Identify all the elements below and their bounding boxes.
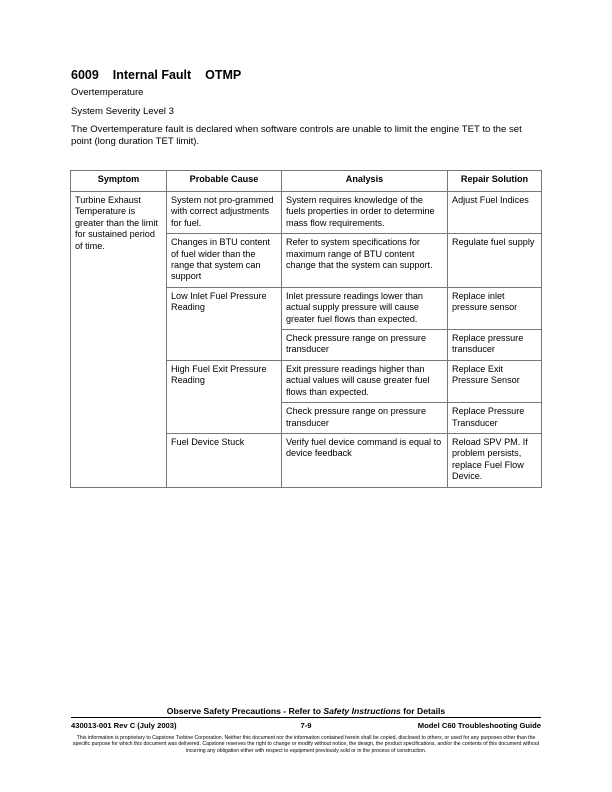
header-repair-solution: Repair Solution xyxy=(448,171,542,192)
severity-level: System Severity Level 3 xyxy=(71,106,174,117)
analysis-cell: Check pressure range on pressure transducer xyxy=(282,403,448,434)
analysis-cell: Refer to system specifications for maximum range of BTU content change that the system can support. xyxy=(282,234,448,288)
fault-code: 6009 xyxy=(71,68,99,82)
cause-cell: Fuel Device Stuck xyxy=(167,433,282,487)
legal-notice: This information is proprietary to Capstone Turbine Corporation. Neither this document nor the information contained herein shall be copied, disclosed to others, or used for any purposes other than the specific purpose for which this document was delivered. Capstone reserves the right to change or modify without notice, the design, the product specifications, and/or the contents of this document without incurring any obligation either with respect to equipment previously sold or in the process of construction. xyxy=(72,735,540,754)
document-number: 430013-001 Rev C (July 2003) xyxy=(71,721,177,730)
table-row xyxy=(71,192,542,234)
fault-title: Internal Fault xyxy=(112,68,192,82)
analysis-cell: Check pressure range on pressure transducer xyxy=(282,330,448,361)
safety-notice xyxy=(0,706,612,716)
fault-subtitle: Overtemperature xyxy=(71,87,144,98)
solution-cell: Replace inlet pressure sensor xyxy=(448,287,542,329)
safety-notice-suffix: for Details xyxy=(400,706,446,716)
header-probable-cause: Probable Cause xyxy=(167,171,282,192)
cause-cell: High Fuel Exit Pressure Reading xyxy=(167,360,282,433)
cause-cell: System not pro-grammed with correct adjustments for fuel. xyxy=(167,192,282,234)
fault-abbrev: OTMP xyxy=(205,68,242,82)
safety-instructions-reference: Safety Instructions xyxy=(323,706,401,716)
solution-cell: Adjust Fuel Indices xyxy=(448,192,542,234)
guide-title: Model C60 Troubleshooting Guide xyxy=(417,721,541,730)
solution-cell: Regulate fuel supply xyxy=(448,234,542,288)
page-number: 7-9 xyxy=(300,721,312,730)
cause-cell: Changes in BTU content of fuel wider than the range that system can support xyxy=(167,234,282,288)
fault-heading xyxy=(71,68,241,82)
solution-cell: Reload SPV PM. If problem persists, replace Fuel Flow Device. xyxy=(448,433,542,487)
safety-notice-prefix: Observe Safety Precautions - Refer to xyxy=(166,706,324,716)
analysis-cell: Exit pressure readings higher than actual values will cause greater fuel flows than expected. xyxy=(282,360,448,402)
analysis-cell: Inlet pressure readings lower than actual supply pressure will cause greater fuel flows than expected. xyxy=(282,287,448,329)
symptom-cell: Turbine Exhaust Temperature is greater than the limit for sustained period of time. xyxy=(71,192,167,488)
cause-cell: Low Inlet Fuel Pressure Reading xyxy=(167,287,282,360)
solution-cell: Replace pressure transducer xyxy=(448,330,542,361)
troubleshooting-table xyxy=(70,170,542,488)
fault-description: The Overtemperature fault is declared when software controls are unable to limit the engine TET to the set point (long duration TET limit). xyxy=(71,124,522,147)
table-header-row xyxy=(71,171,542,192)
header-symptom: Symptom xyxy=(71,171,167,192)
analysis-cell: Verify fuel device command is equal to device feedback xyxy=(282,433,448,487)
analysis-cell: System requires knowledge of the fuels properties in order to determine mass flow requirements. xyxy=(282,192,448,234)
solution-cell: Replace Pressure Transducer xyxy=(448,403,542,434)
solution-cell: Replace Exit Pressure Sensor xyxy=(448,360,542,402)
header-analysis: Analysis xyxy=(282,171,448,192)
footer-divider xyxy=(71,717,541,718)
